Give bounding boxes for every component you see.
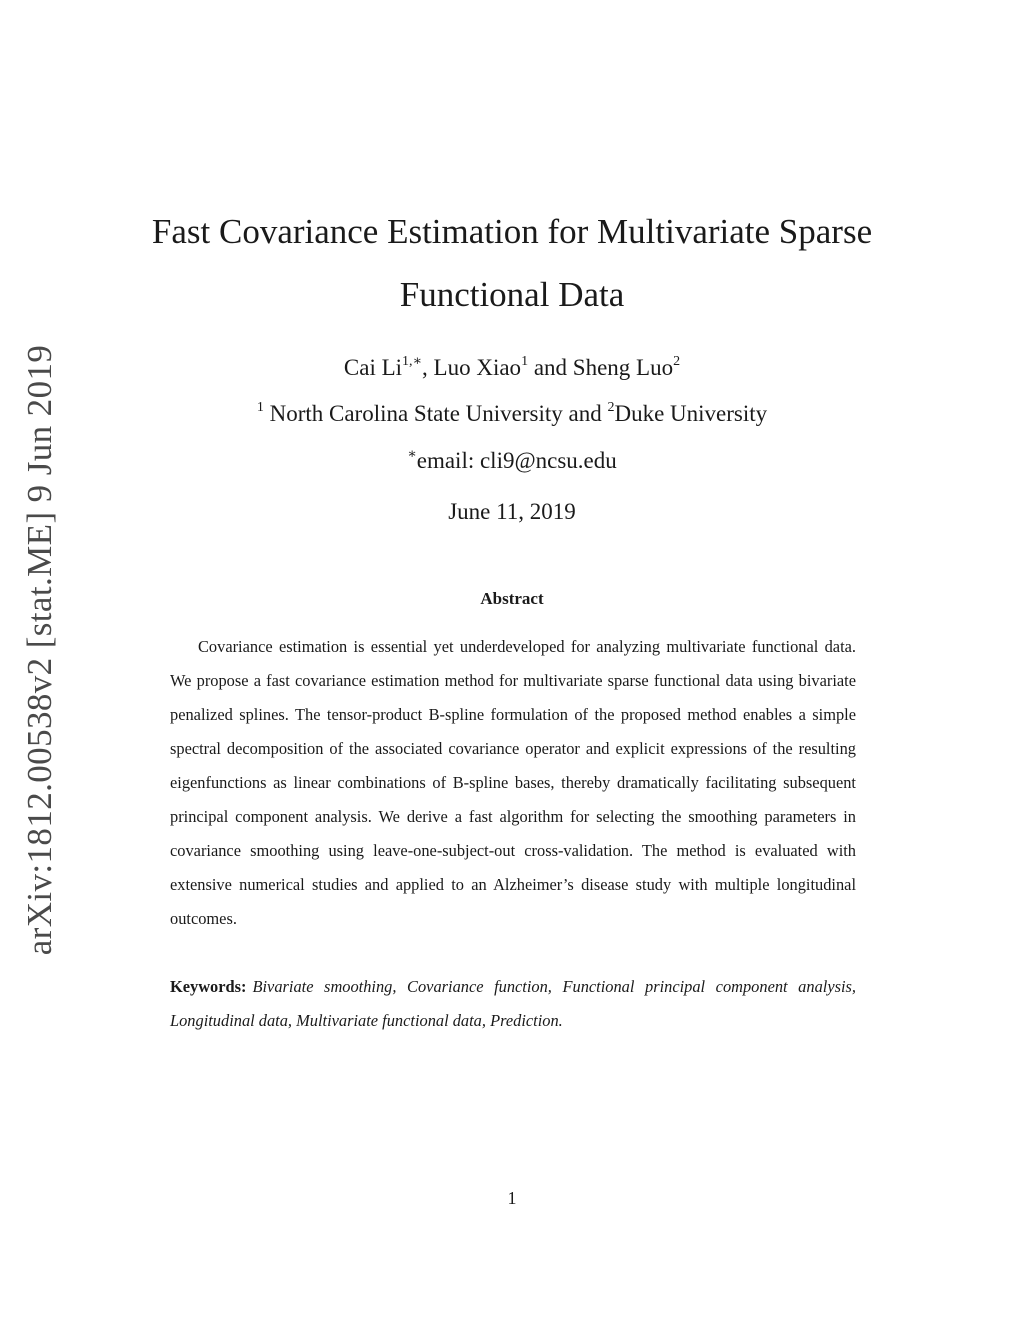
page-number: 1 <box>507 1188 517 1208</box>
keywords-label: Keywords: <box>170 977 247 996</box>
affiliation-mark: 1 <box>256 400 264 415</box>
author-separator: and <box>528 355 573 380</box>
author-list <box>0 355 1024 381</box>
affiliations <box>0 401 1024 427</box>
author-name: Luo Xiao <box>433 355 522 380</box>
abstract-heading: Abstract <box>480 589 544 608</box>
affiliation-text: Duke University <box>614 401 768 426</box>
affiliation-text: North Carolina State University and <box>263 401 608 426</box>
author-affiliation-mark: 2 <box>673 354 681 369</box>
author-name: Sheng Luo <box>572 355 674 380</box>
keywords-list: Bivariate smoothing, Covariance function, Functional principal component analysis, Longitudinal data, Multivariate functional data, Prediction. <box>170 977 856 1030</box>
title-line-2: Functional Data <box>399 275 625 314</box>
contact-email <box>0 448 1024 474</box>
paper-title <box>0 200 1024 326</box>
abstract-body: Covariance estimation is essential yet underdeveloped for analyzing multivariate functional data. We propose a fast covariance estimation method for multivariate sparse functional data using bivariate penalized splines. The tensor-product B-spline formulation of the proposed method enables a simple spectral decomposition of the associated covariance operator and explicit expressions of the resulting eigenfunctions as linear combinations of B-spline bases, thereby dramatically facilitating subsequent principal component analysis. We derive a fast algorithm for selecting the smoothing parameters in covariance smoothing using leave-one-subject-out cross-validation. The method is evaluated with extensive numerical studies and applied to an Alzheimer’s disease study with multiple longitudinal outcomes. <box>170 637 856 928</box>
arxiv-identifier: arXiv:1812.00538v2 [stat.ME] 9 Jun 2019 <box>20 344 59 956</box>
email-text: email: cli9@ncsu.edu <box>416 448 617 473</box>
author-name: Cai Li <box>343 355 403 380</box>
author-affiliation-mark: 1 <box>521 354 529 369</box>
corresponding-mark: ∗ <box>407 447 417 462</box>
keywords <box>170 970 856 1038</box>
affiliation-mark: 2 <box>607 400 615 415</box>
author-separator: , <box>422 355 434 380</box>
paper-date: June 11, 2019 <box>448 499 576 524</box>
title-line-1: Fast Covariance Estimation for Multivariate Sparse <box>151 212 873 251</box>
author-affiliation-mark: 1,∗ <box>402 354 423 369</box>
